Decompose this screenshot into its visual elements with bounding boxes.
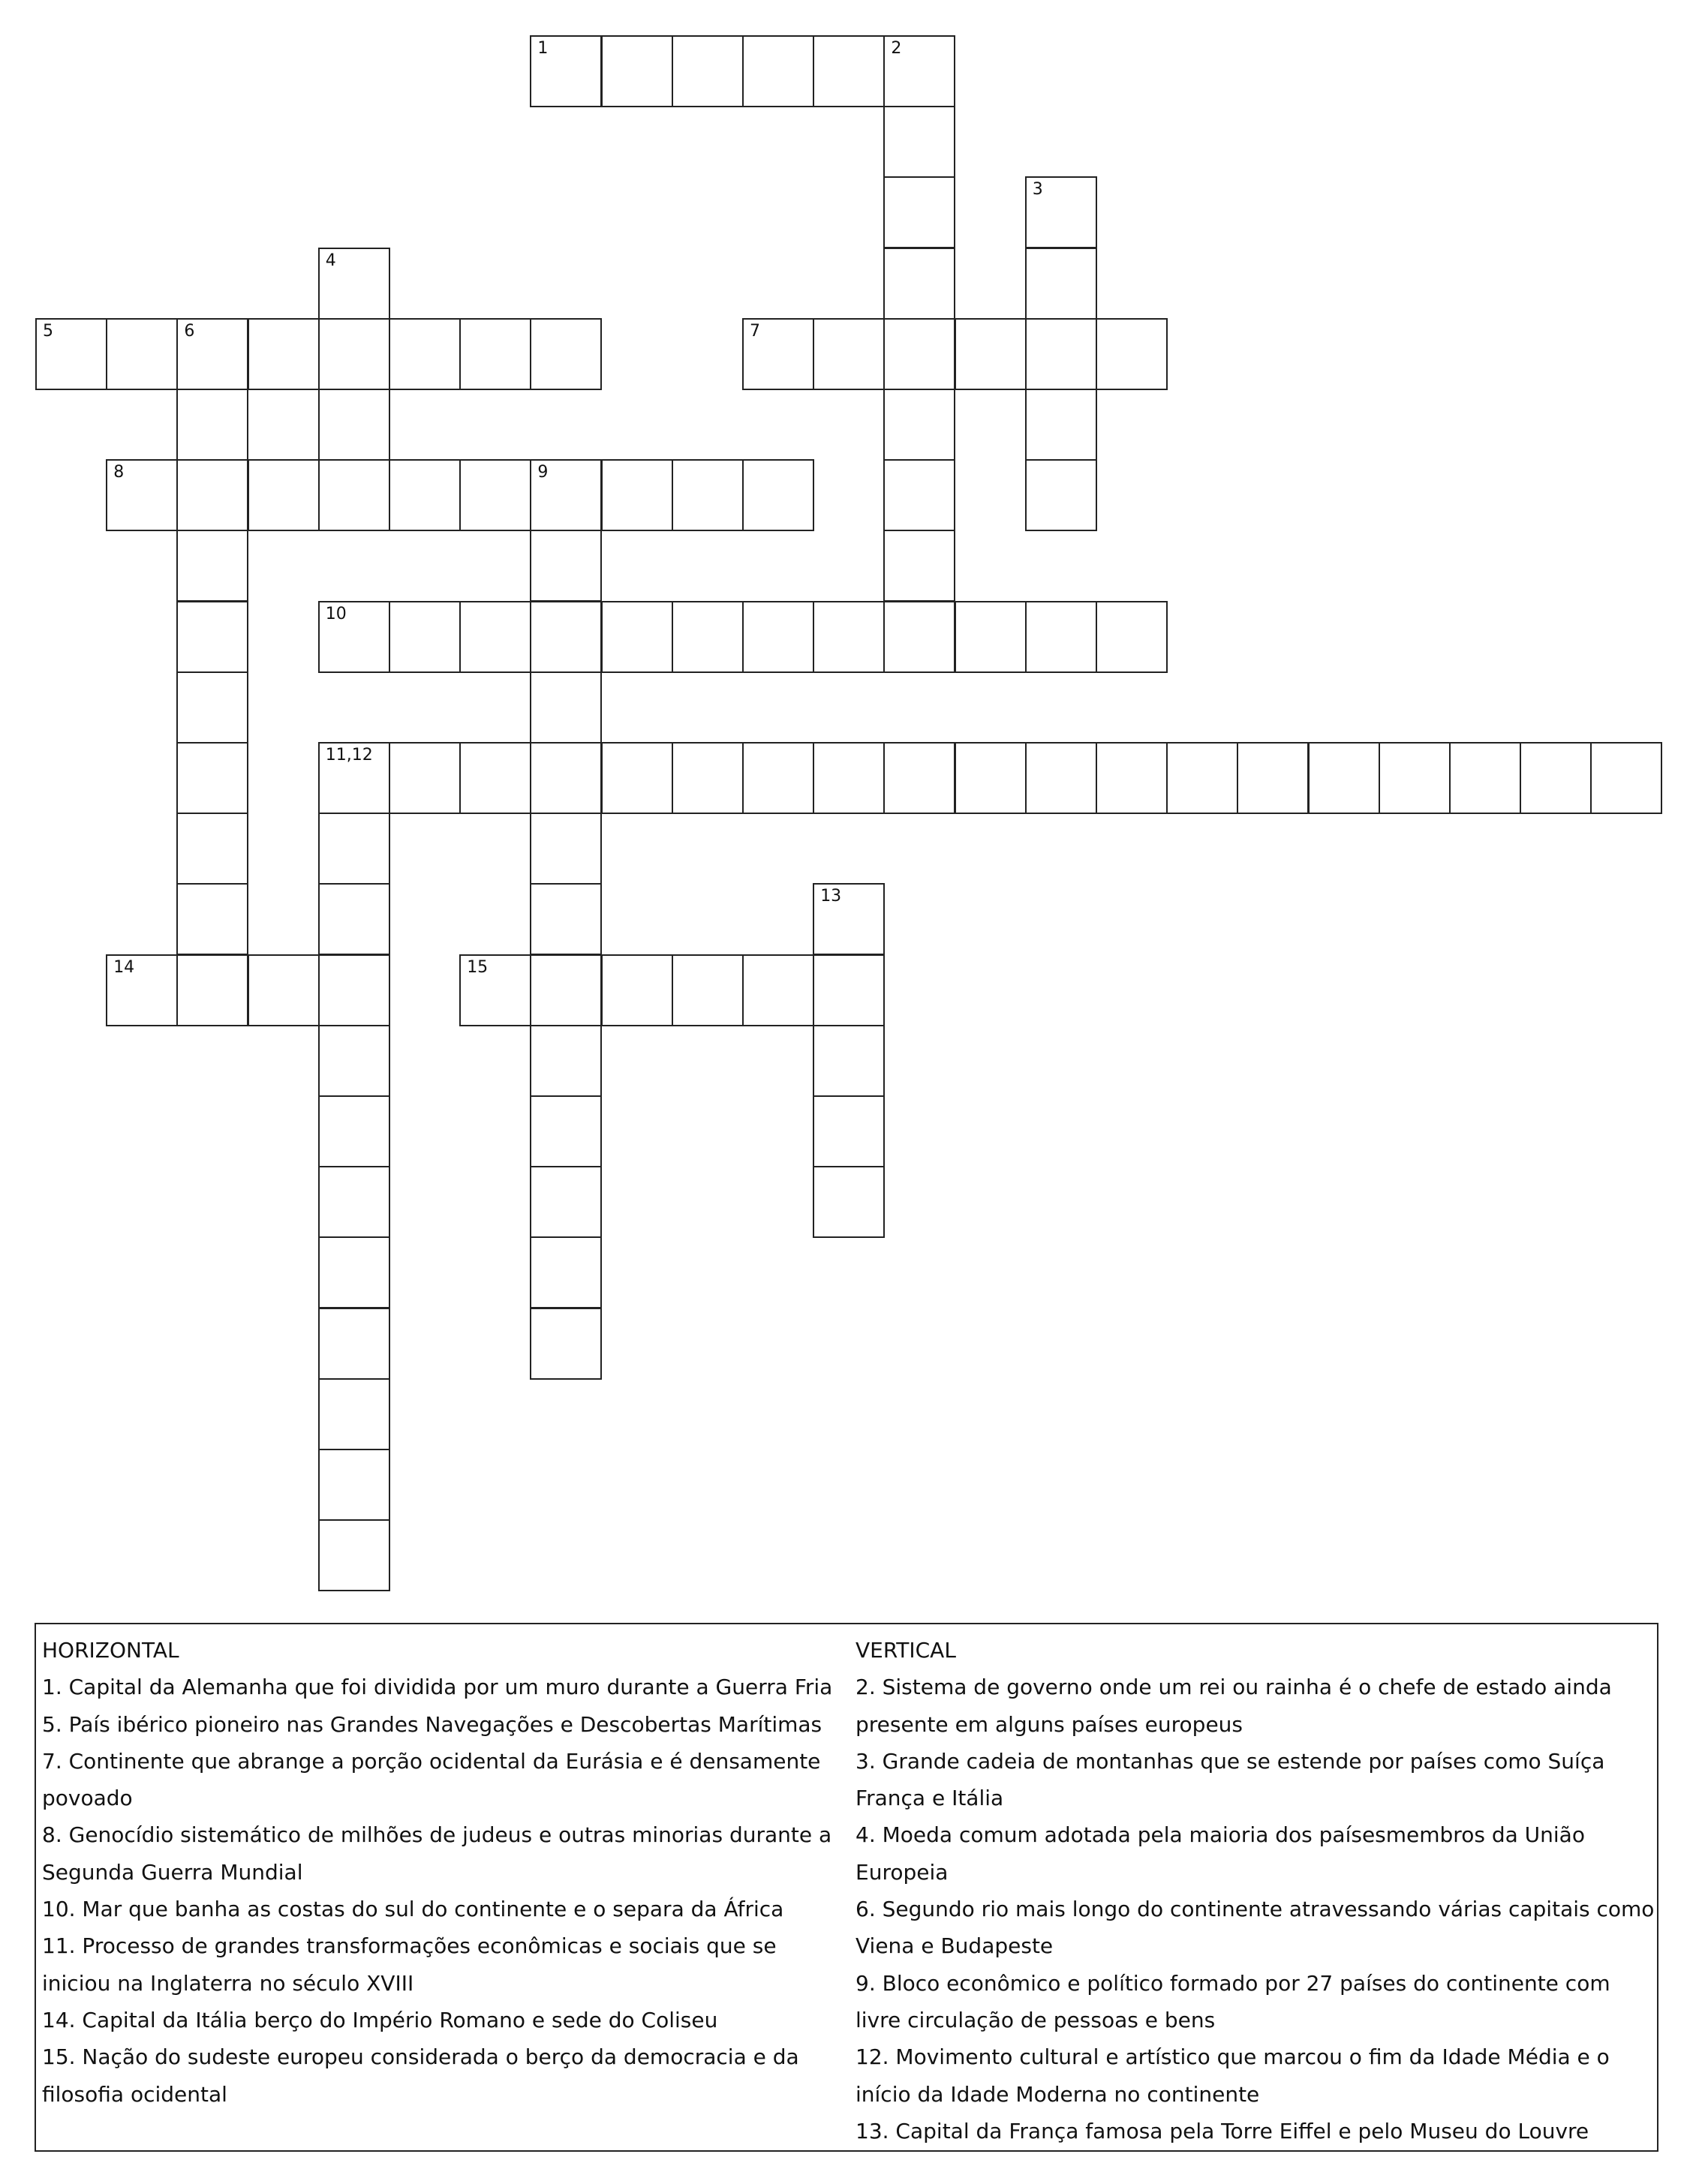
clue-number-9: 9	[537, 463, 549, 482]
grid-cell[interactable]	[176, 671, 248, 744]
grid-cell[interactable]	[1025, 459, 1097, 531]
clue-number-15: 15	[467, 957, 489, 977]
clue-number-7: 7	[750, 321, 760, 341]
grid-cell[interactable]	[1379, 742, 1451, 814]
clue-v12: 12. Movimento cultural e artístico que marcou o fim da Idade Média e o início da Idade Moderna no continente	[856, 2044, 1610, 2107]
grid-cell[interactable]	[106, 954, 178, 1026]
clue-v4: 4. Moeda comum adotada pela maioria dos paísesmembros da União Europeia	[856, 1822, 1585, 1885]
grid-cell[interactable]	[1237, 742, 1309, 814]
grid-cell[interactable]	[1025, 248, 1097, 320]
grid-cell[interactable]	[459, 954, 531, 1026]
grid-cell[interactable]	[176, 318, 248, 390]
grid-cell[interactable]	[742, 35, 814, 107]
grid-cell[interactable]	[1166, 742, 1238, 814]
clue-number-10: 10	[325, 604, 347, 623]
grid-cell[interactable]	[883, 35, 955, 107]
grid-cell[interactable]	[742, 459, 814, 531]
grid-cell[interactable]	[318, 389, 390, 461]
grid-cell[interactable]	[530, 1236, 602, 1308]
grid-cell[interactable]	[883, 742, 955, 814]
grid-cell[interactable]	[1025, 742, 1097, 814]
clue-number-6: 6	[184, 321, 195, 341]
grid-cell[interactable]	[318, 883, 390, 955]
grid-cell[interactable]	[742, 742, 814, 814]
clue-number-1: 1	[537, 39, 549, 58]
grid-cell[interactable]	[1096, 742, 1168, 814]
grid-cell[interactable]	[742, 601, 814, 673]
grid-cell[interactable]	[318, 1378, 390, 1450]
grid-cell[interactable]	[1025, 176, 1097, 248]
horizontal-clues	[42, 1632, 845, 2113]
grid-cell[interactable]	[530, 954, 602, 1026]
grid-cell[interactable]	[35, 318, 107, 390]
clue-h7: 7. Continente que abrange a porção ocidental da Eurásia e é densamente povoado	[42, 1748, 821, 1811]
grid-cell[interactable]	[601, 35, 673, 107]
grid-cell[interactable]	[813, 601, 885, 673]
grid-cell[interactable]	[1025, 318, 1097, 390]
grid-cell[interactable]	[459, 742, 531, 814]
grid-cell[interactable]	[883, 601, 955, 673]
grid-cell[interactable]	[742, 318, 814, 390]
grid-cell[interactable]	[318, 318, 390, 390]
grid-cell[interactable]	[672, 601, 744, 673]
grid-cell[interactable]	[248, 318, 320, 390]
clue-number-2: 2	[891, 39, 902, 58]
grid-cell[interactable]	[389, 318, 461, 390]
grid-cell[interactable]	[1308, 742, 1380, 814]
grid-cell[interactable]	[742, 954, 814, 1026]
grid-cell[interactable]	[601, 954, 673, 1026]
grid-cell[interactable]	[318, 459, 390, 531]
grid-cell[interactable]	[176, 742, 248, 814]
grid-cell[interactable]	[248, 459, 320, 531]
grid-cell[interactable]	[459, 459, 531, 531]
grid-cell[interactable]	[1449, 742, 1521, 814]
grid-cell[interactable]	[318, 742, 390, 814]
clue-box	[35, 1623, 1658, 2152]
grid-cell[interactable]	[318, 1308, 390, 1380]
vertical-clues	[856, 1632, 1658, 2149]
grid-cell[interactable]	[318, 1095, 390, 1167]
grid-cell[interactable]	[530, 459, 602, 531]
grid-cell[interactable]	[601, 742, 673, 814]
grid-cell[interactable]	[318, 954, 390, 1026]
grid-cell[interactable]	[459, 601, 531, 673]
grid-cell[interactable]	[813, 1166, 885, 1238]
grid-cell[interactable]	[672, 954, 744, 1026]
grid-cell[interactable]	[813, 742, 885, 814]
grid-cell[interactable]	[176, 459, 248, 531]
grid-cell[interactable]	[530, 1308, 602, 1380]
grid-cell[interactable]	[530, 1025, 602, 1097]
grid-cell[interactable]	[955, 742, 1027, 814]
grid-cell[interactable]	[883, 248, 955, 320]
grid-cell[interactable]	[318, 248, 390, 320]
grid-cell[interactable]	[601, 601, 673, 673]
grid-cell[interactable]	[883, 176, 955, 248]
grid-cell[interactable]	[601, 459, 673, 531]
clue-number-3: 3	[1032, 180, 1043, 200]
clue-h5: 5. País ibérico pioneiro nas Grandes Navegações e Descobertas Marítimas	[42, 1711, 822, 1737]
grid-cell[interactable]	[813, 35, 885, 107]
clue-h15: 15. Nação do sudeste europeu considerada o berço da democracia e da filosofia ocidental	[42, 2044, 799, 2107]
grid-cell[interactable]	[530, 318, 602, 390]
grid-cell[interactable]	[318, 1449, 390, 1521]
grid-cell[interactable]	[672, 742, 744, 814]
grid-cell[interactable]	[1096, 601, 1168, 673]
grid-cell[interactable]	[318, 1519, 390, 1591]
clue-h1: 1. Capital da Alemanha que foi dividida por um muro durante a Guerra Fria	[42, 1675, 833, 1700]
grid-cell[interactable]	[176, 954, 248, 1026]
grid-cell[interactable]	[1590, 742, 1662, 814]
grid-cell[interactable]	[883, 530, 955, 602]
grid-cell[interactable]	[459, 318, 531, 390]
grid-cell[interactable]	[813, 318, 885, 390]
grid-cell[interactable]	[176, 389, 248, 461]
grid-cell[interactable]	[1025, 601, 1097, 673]
grid-cell[interactable]	[389, 459, 461, 531]
clue-h14: 14. Capital da Itália berço do Império Romano e sede do Coliseu	[42, 2007, 718, 2032]
grid-cell[interactable]	[530, 813, 602, 885]
grid-cell[interactable]	[813, 883, 885, 955]
grid-cell[interactable]	[248, 954, 320, 1026]
clue-v2: 2. Sistema de governo onde um rei ou rainha é o chefe de estado ainda presente em alguns países europeus	[856, 1675, 1612, 1737]
grid-cell[interactable]	[530, 1095, 602, 1167]
grid-cell[interactable]	[106, 318, 178, 390]
clue-v3: 3. Grande cadeia de montanhas que se estende por países como Suíça França e Itália	[856, 1748, 1605, 1811]
grid-cell[interactable]	[1096, 318, 1168, 390]
horizontal-title: HORIZONTAL	[42, 1638, 179, 1663]
grid-cell[interactable]	[672, 459, 744, 531]
grid-cell[interactable]	[530, 35, 602, 107]
grid-cell[interactable]	[883, 459, 955, 531]
grid-cell[interactable]	[318, 1166, 390, 1238]
grid-cell[interactable]	[813, 1095, 885, 1167]
grid-cell[interactable]	[530, 530, 602, 602]
grid-cell[interactable]	[318, 813, 390, 885]
grid-cell[interactable]	[955, 318, 1027, 390]
grid-cell[interactable]	[883, 318, 955, 390]
grid-cell[interactable]	[176, 530, 248, 602]
clue-number-5: 5	[43, 321, 53, 341]
grid-cell[interactable]	[883, 106, 955, 178]
grid-cell[interactable]	[530, 883, 602, 955]
clue-h10: 10. Mar que banha as costas do sul do continente e o separa da África	[42, 1897, 784, 1922]
clue-number-13: 13	[820, 887, 842, 906]
grid-cell[interactable]	[813, 954, 885, 1026]
clue-v9: 9. Bloco econômico e político formado por 27 países do continente com livre circulação de pessoas e bens	[856, 1970, 1610, 2032]
grid-cell[interactable]	[318, 601, 390, 673]
grid-cell[interactable]	[176, 601, 248, 673]
clue-h8: 8. Genocídio sistemático de milhões de judeus e outras minorias durante a Segunda Guerra Mundial	[42, 1822, 832, 1885]
grid-cell[interactable]	[1025, 389, 1097, 461]
clue-number-14: 14	[113, 957, 135, 977]
vertical-title: VERTICAL	[856, 1638, 956, 1663]
grid-cell[interactable]	[1520, 742, 1592, 814]
clue-number-8: 8	[113, 463, 125, 482]
grid-cell[interactable]	[530, 1166, 602, 1238]
grid-cell[interactable]	[176, 813, 248, 885]
clue-number-4: 4	[325, 251, 336, 270]
clue-v6: 6. Segundo rio mais longo do continente atravessando várias capitais como Viena e Budapeste	[856, 1897, 1655, 1959]
clue-v13: 13. Capital da França famosa pela Torre Eiffel e pelo Museu do Louvre	[856, 2118, 1589, 2143]
clue-number-11: 11,12	[325, 746, 373, 765]
grid-cell[interactable]	[530, 671, 602, 744]
grid-cell[interactable]	[955, 601, 1027, 673]
grid-cell[interactable]	[883, 389, 955, 461]
grid-cell[interactable]	[176, 883, 248, 955]
grid-cell[interactable]	[530, 742, 602, 814]
grid-cell[interactable]	[813, 1025, 885, 1097]
grid-cell[interactable]	[389, 742, 461, 814]
grid-cell[interactable]	[318, 1236, 390, 1308]
grid-cell[interactable]	[389, 601, 461, 673]
grid-cell[interactable]	[318, 1025, 390, 1097]
clue-h11: 11. Processo de grandes transformações econômicas e sociais que se iniciou na Inglaterra no século XVIII	[42, 1933, 777, 1996]
grid-cell[interactable]	[530, 601, 602, 673]
grid-cell[interactable]	[672, 35, 744, 107]
grid-cell[interactable]	[106, 459, 178, 531]
